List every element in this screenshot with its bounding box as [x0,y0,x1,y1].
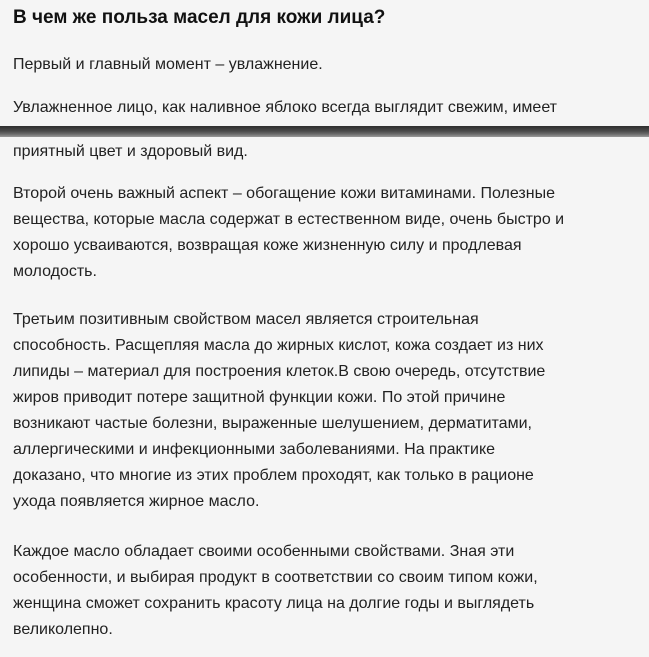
paragraph-line: аллергическими и инфекционными заболеваниями. На практике [13,441,496,458]
paragraph-line: Каждое масло обладает своими особенными свойствами. Зная эти [13,543,515,560]
article-heading: В чем же польза масел для кожи лица? [13,7,386,28]
paragraph-line: вещества, которые масла содержат в естественном виде, очень быстро и [13,211,565,228]
paragraph-moisturized-face [13,95,639,121]
paragraph-line: жиров приводит потере защитной функции кожи. По этой причине [13,389,506,406]
paragraph-line: Второй очень важный аспект – обогащение кожи витаминами. Полезные [13,185,555,202]
paragraph-line: доказано, что многие из этих проблем проходят, как только в рационе [13,467,534,484]
paragraph-line: великолепно. [13,621,113,638]
paragraph-line: Третьим позитивным свойством масел является строительная [13,311,479,328]
paragraph-choice [13,539,639,643]
paragraph-moisturized-face-continued [13,139,639,165]
paragraph-line: женщина сможет сохранить красоту лица на долгие годы и выглядеть [13,595,535,612]
paragraph-line: особенности, и выбирая продукт в соответствии со своим типом кожи, [13,569,538,586]
paragraph-vitamins [13,181,639,285]
paragraph-line: Увлажненное лицо, как наливное яблоко всегда выглядит свежим, имеет [13,99,558,116]
screenshot-divider [0,126,649,137]
paragraph-line: способность. Расщепляя масла до жирных кислот, кожа создает из них [13,337,544,354]
paragraph-line: возникают частые болезни, выраженные шелушением, дерматитами, [13,415,532,432]
paragraph-line: ухода появляется жирное масло. [13,493,260,510]
paragraph-line: хорошо усваиваются, возвращая коже жизненную силу и продлевая [13,237,522,254]
paragraph-line: приятный цвет и здоровый вид. [13,143,248,160]
paragraph-line: молодость. [13,263,97,280]
paragraph-moisturizing [13,52,639,78]
paragraph-line: Первый и главный момент – увлажнение. [13,56,323,73]
paragraph-line: липиды – материал для построения клеток.В свою очередь, отсутствие [13,363,546,380]
paragraph-building [13,307,639,515]
